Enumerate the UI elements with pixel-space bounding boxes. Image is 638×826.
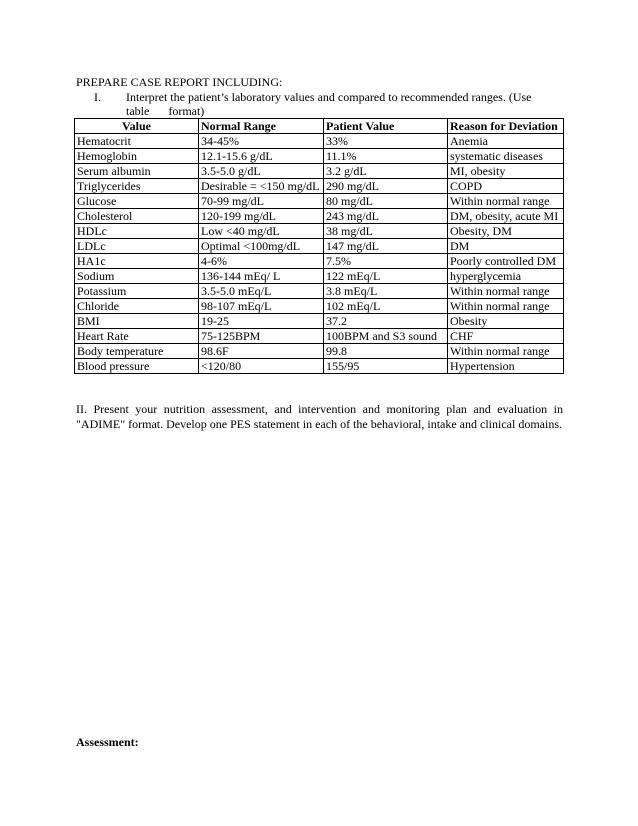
table-row <box>75 284 564 299</box>
cell-patient-value: 147 mg/dL <box>324 239 448 254</box>
table-header-row <box>75 119 564 134</box>
cell-value: Triglycerides <box>75 179 199 194</box>
cell-normal-range: 70-99 mg/dL <box>199 194 324 209</box>
cell-patient-value: 38 mg/dL <box>324 224 448 239</box>
table-row <box>75 239 564 254</box>
cell-value: Glucose <box>75 194 199 209</box>
cell-patient-value: 80 mg/dL <box>324 194 448 209</box>
cell-value: HDLc <box>75 224 199 239</box>
cell-normal-range: 4-6% <box>199 254 324 269</box>
cell-normal-range: <120/80 <box>199 359 324 374</box>
table-row <box>75 164 564 179</box>
cell-normal-range: 98.6F <box>199 344 324 359</box>
table-row <box>75 314 564 329</box>
cell-value: Blood pressure <box>75 359 199 374</box>
cell-normal-range: Desirable = <150 mg/dL <box>199 179 324 194</box>
header-normal-range: Normal Range <box>199 119 324 134</box>
table-row <box>75 359 564 374</box>
cell-patient-value: 37.2 <box>324 314 448 329</box>
cell-reason: Within normal range <box>448 284 564 299</box>
cell-reason: CHF <box>448 329 564 344</box>
cell-patient-value: 7.5% <box>324 254 448 269</box>
cell-value: HA1c <box>75 254 199 269</box>
cell-reason: Within normal range <box>448 194 564 209</box>
table-row <box>75 149 564 164</box>
cell-normal-range: 75-125BPM <box>199 329 324 344</box>
item-text-line-1: Interpret the patient’s laboratory values and compared to recommended ranges. (Use <box>126 90 532 104</box>
cell-reason: hyperglycemia <box>448 269 564 284</box>
cell-normal-range: Optimal <100mg/dL <box>199 239 324 254</box>
cell-patient-value: 33% <box>324 134 448 149</box>
cell-value: Body temperature <box>75 344 199 359</box>
cell-value: Sodium <box>75 269 199 284</box>
table-row <box>75 224 564 239</box>
cell-patient-value: 243 mg/dL <box>324 209 448 224</box>
table-row <box>75 134 564 149</box>
cell-patient-value: 100BPM and S3 sound <box>324 329 448 344</box>
item-number: I. <box>94 90 101 104</box>
header-patient-value: Patient Value <box>324 119 448 134</box>
cell-reason: Hypertension <box>448 359 564 374</box>
table-row <box>75 179 564 194</box>
cell-reason: Within normal range <box>448 299 564 314</box>
cell-value: BMI <box>75 314 199 329</box>
instruction-paragraph-2: II. Present your nutrition assessment, and intervention and monitoring plan and evaluation in "ADIME" format. Develop one PES statement in each of the behavioral, intake and clinical domains. <box>76 402 563 431</box>
cell-patient-value: 155/95 <box>324 359 448 374</box>
cell-normal-range: 3.5-5.0 mEq/L <box>199 284 324 299</box>
cell-normal-range: 19-25 <box>199 314 324 329</box>
table-row <box>75 254 564 269</box>
cell-normal-range: Low <40 mg/dL <box>199 224 324 239</box>
cell-reason: COPD <box>448 179 564 194</box>
cell-patient-value: 99.8 <box>324 344 448 359</box>
cell-normal-range: 3.5-5.0 g/dL <box>199 164 324 179</box>
cell-normal-range: 98-107 mEq/L <box>199 299 324 314</box>
table-row <box>75 299 564 314</box>
cell-value: Serum albumin <box>75 164 199 179</box>
cell-value: LDLc <box>75 239 199 254</box>
table-row <box>75 194 564 209</box>
cell-reason: Within normal range <box>448 344 564 359</box>
header-reason: Reason for Deviation <box>448 119 564 134</box>
cell-value: Chloride <box>75 299 199 314</box>
cell-reason: systematic diseases <box>448 149 564 164</box>
cell-value: Hematocrit <box>75 134 199 149</box>
table-row <box>75 209 564 224</box>
cell-patient-value: 3.8 mEq/L <box>324 284 448 299</box>
cell-value: Potassium <box>75 284 199 299</box>
cell-normal-range: 34-45% <box>199 134 324 149</box>
lab-values-table <box>74 118 564 374</box>
cell-patient-value: 3.2 g/dL <box>324 164 448 179</box>
cell-reason: Poorly controlled DM <box>448 254 564 269</box>
cell-normal-range: 136-144 mEq/ L <box>199 269 324 284</box>
cell-value: Cholesterol <box>75 209 199 224</box>
cell-reason: MI, obesity <box>448 164 564 179</box>
table-row <box>75 269 564 284</box>
cell-patient-value: 290 mg/dL <box>324 179 448 194</box>
item-text-line-2: table format) <box>126 104 205 118</box>
cell-reason: DM, obesity, acute MI <box>448 209 564 224</box>
cell-patient-value: 11.1% <box>324 149 448 164</box>
item-text <box>126 90 568 118</box>
cell-normal-range: 12.1-15.6 g/dL <box>199 149 324 164</box>
table-row <box>75 344 564 359</box>
cell-value: Heart Rate <box>75 329 199 344</box>
section-heading: PREPARE CASE REPORT INCLUDING: <box>76 75 283 89</box>
cell-reason: Obesity <box>448 314 564 329</box>
assessment-label: Assessment: <box>76 735 139 749</box>
cell-value: Hemoglobin <box>75 149 199 164</box>
cell-reason: Obesity, DM <box>448 224 564 239</box>
cell-reason: DM <box>448 239 564 254</box>
cell-normal-range: 120-199 mg/dL <box>199 209 324 224</box>
header-value: Value <box>75 119 199 134</box>
cell-reason: Anemia <box>448 134 564 149</box>
cell-patient-value: 102 mEq/L <box>324 299 448 314</box>
cell-patient-value: 122 mEq/L <box>324 269 448 284</box>
table-body <box>75 134 564 374</box>
table-row <box>75 329 564 344</box>
